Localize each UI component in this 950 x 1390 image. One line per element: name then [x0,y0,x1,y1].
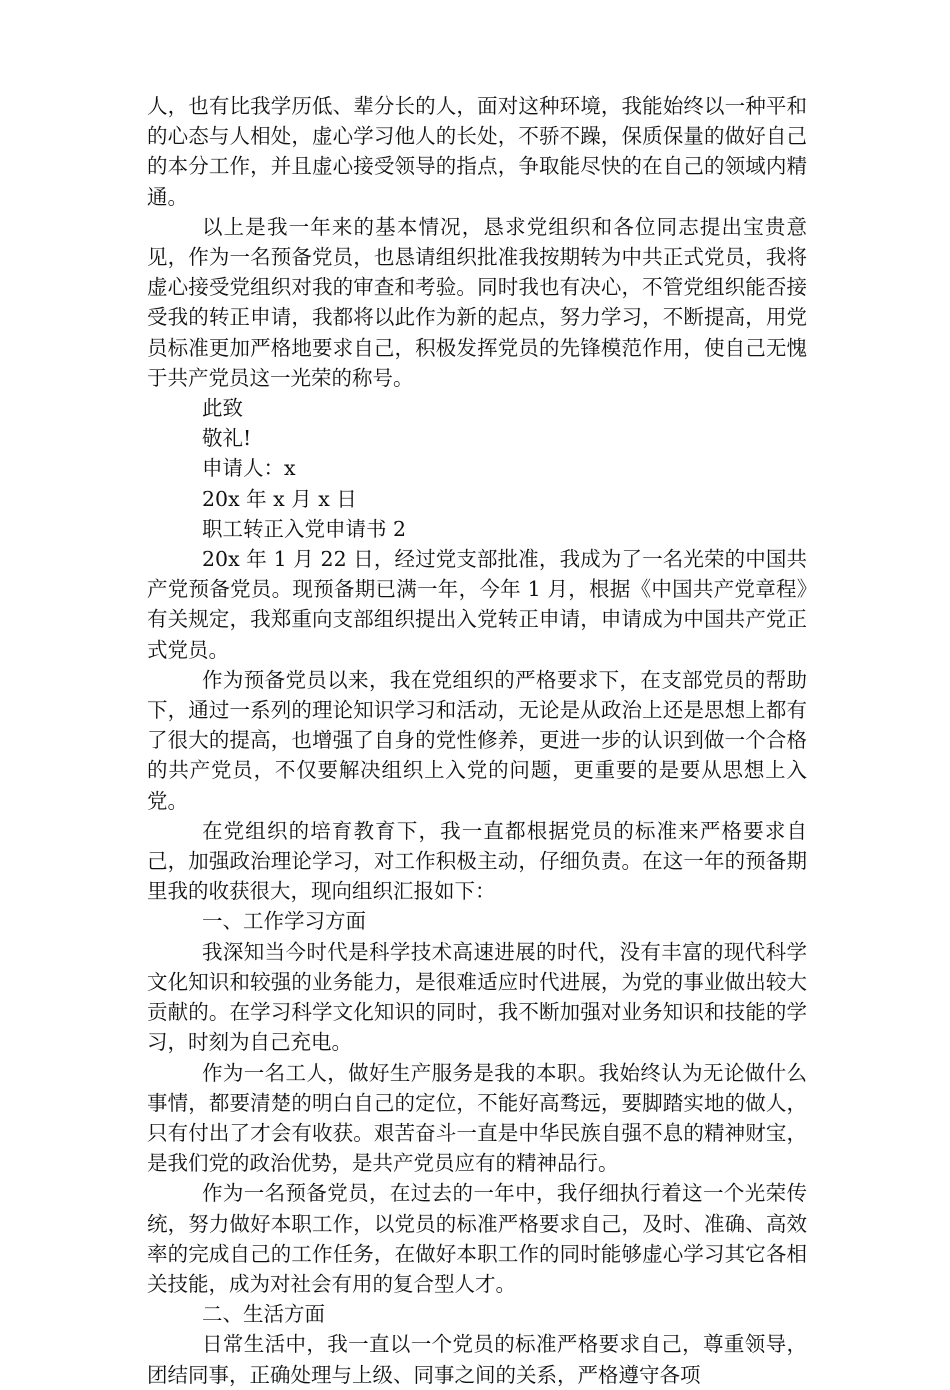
paragraph-job: 作为一名工人，做好生产服务是我的本职。我始终认为无论做什么事情，都要清楚的明白自己的定位，不能好高骛远，要脚踏实地的做人，只有付出了才会有收获。艰苦奋斗一直是中华民族自强不息的精神财宝，是我们党的政治优势，是共产党员应有的精神品行。 [147,1060,807,1176]
paragraph-intro: 20x 年 1 月 22 日，经过党支部批准，我成为了一名光荣的中国共产党预备党员。现预备期已满一年，今年 1 月，根据《中国共产党章程》有关规定，我郑重向支部组织提出入党转正申请，申请成为中国共产党正式党员。 [147,547,807,662]
paragraph-tradition: 作为一名预备党员，在过去的一年中，我仔细执行着这一个光荣传统，努力做好本职工作，以党员的标准严格要求自己，及时、准确、高效率的完成自己的工作任务，在做好本职工作的同时能够虚心学习其它各相关技能，成为对社会有用的复合型人才。 [147,1181,807,1296]
paragraph-growth: 作为预备党员以来，我在党组织的严格要求下，在支部党员的帮助下，通过一系列的理论知识学习和活动，无论是从政治上还是思想上都有了很大的提高，也增强了自身的党性修养，更进一步的认识到做一个合格的共产党员，不仅要解决组织上入党的问题，更重要的是要从思想上入党。 [147,667,807,813]
heading-work-study: 一、工作学习方面 [202,909,366,934]
heading-life: 二、生活方面 [202,1302,325,1327]
paragraph-continuation: 人，也有比我学历低、辈分长的人，面对这种环境，我能始终以一种平和的心态与人相处，虚心学习他人的长处，不骄不躁，保质保量的做好自己的本分工作，并且虚心接受领导的指点，争取能尽快的在自己的领域内精通。 [147,94,807,209]
paragraph-summary: 以上是我一年来的基本情况，恳求党组织和各位同志提出宝贵意见，作为一名预备党员，也恳请组织批准我按期转为中共正式党员，我将虚心接受党组织对我的审查和考验。同时我也有决心，不管党组织能否接受我的转正申请，我都将以此作为新的起点，努力学习，不断提高，用党员标准更加严格地要求自己，积极发挥党员的先锋模范作用，使自己无愧于共产党员这一光荣的称号。 [147,214,807,390]
closing-salutation: 此致 [202,396,243,421]
application-date: 20x 年 x 月 x 日 [202,486,357,511]
document-body [147,91,807,1390]
section-title: 职工转正入党申请书 2 [202,516,407,541]
paragraph-report: 在党组织的培育教育下，我一直都根据党员的标准来严格要求自己，加强政治理论学习，对工作积极主动，仔细负责。在这一年的预备期里我的收获很大，现向组织汇报如下： [147,818,807,904]
closing-respect: 敬礼! [202,426,252,451]
paragraph-daily-life: 日常生活中，我一直以一个党员的标准严格要求自己，尊重领导，团结同事，正确处理与上级、同事之间的关系，严格遵守各项 [147,1332,807,1387]
applicant-signature: 申请人：x [202,456,296,481]
paragraph-study: 我深知当今时代是科学技术高速进展的时代，没有丰富的现代科学文化知识和较强的业务能力，是很难适应时代进展，为党的事业做出较大贡献的。在学习科学文化知识的同时，我不断加强对业务知识和技能的学习，时刻为自己充电。 [147,939,807,1055]
